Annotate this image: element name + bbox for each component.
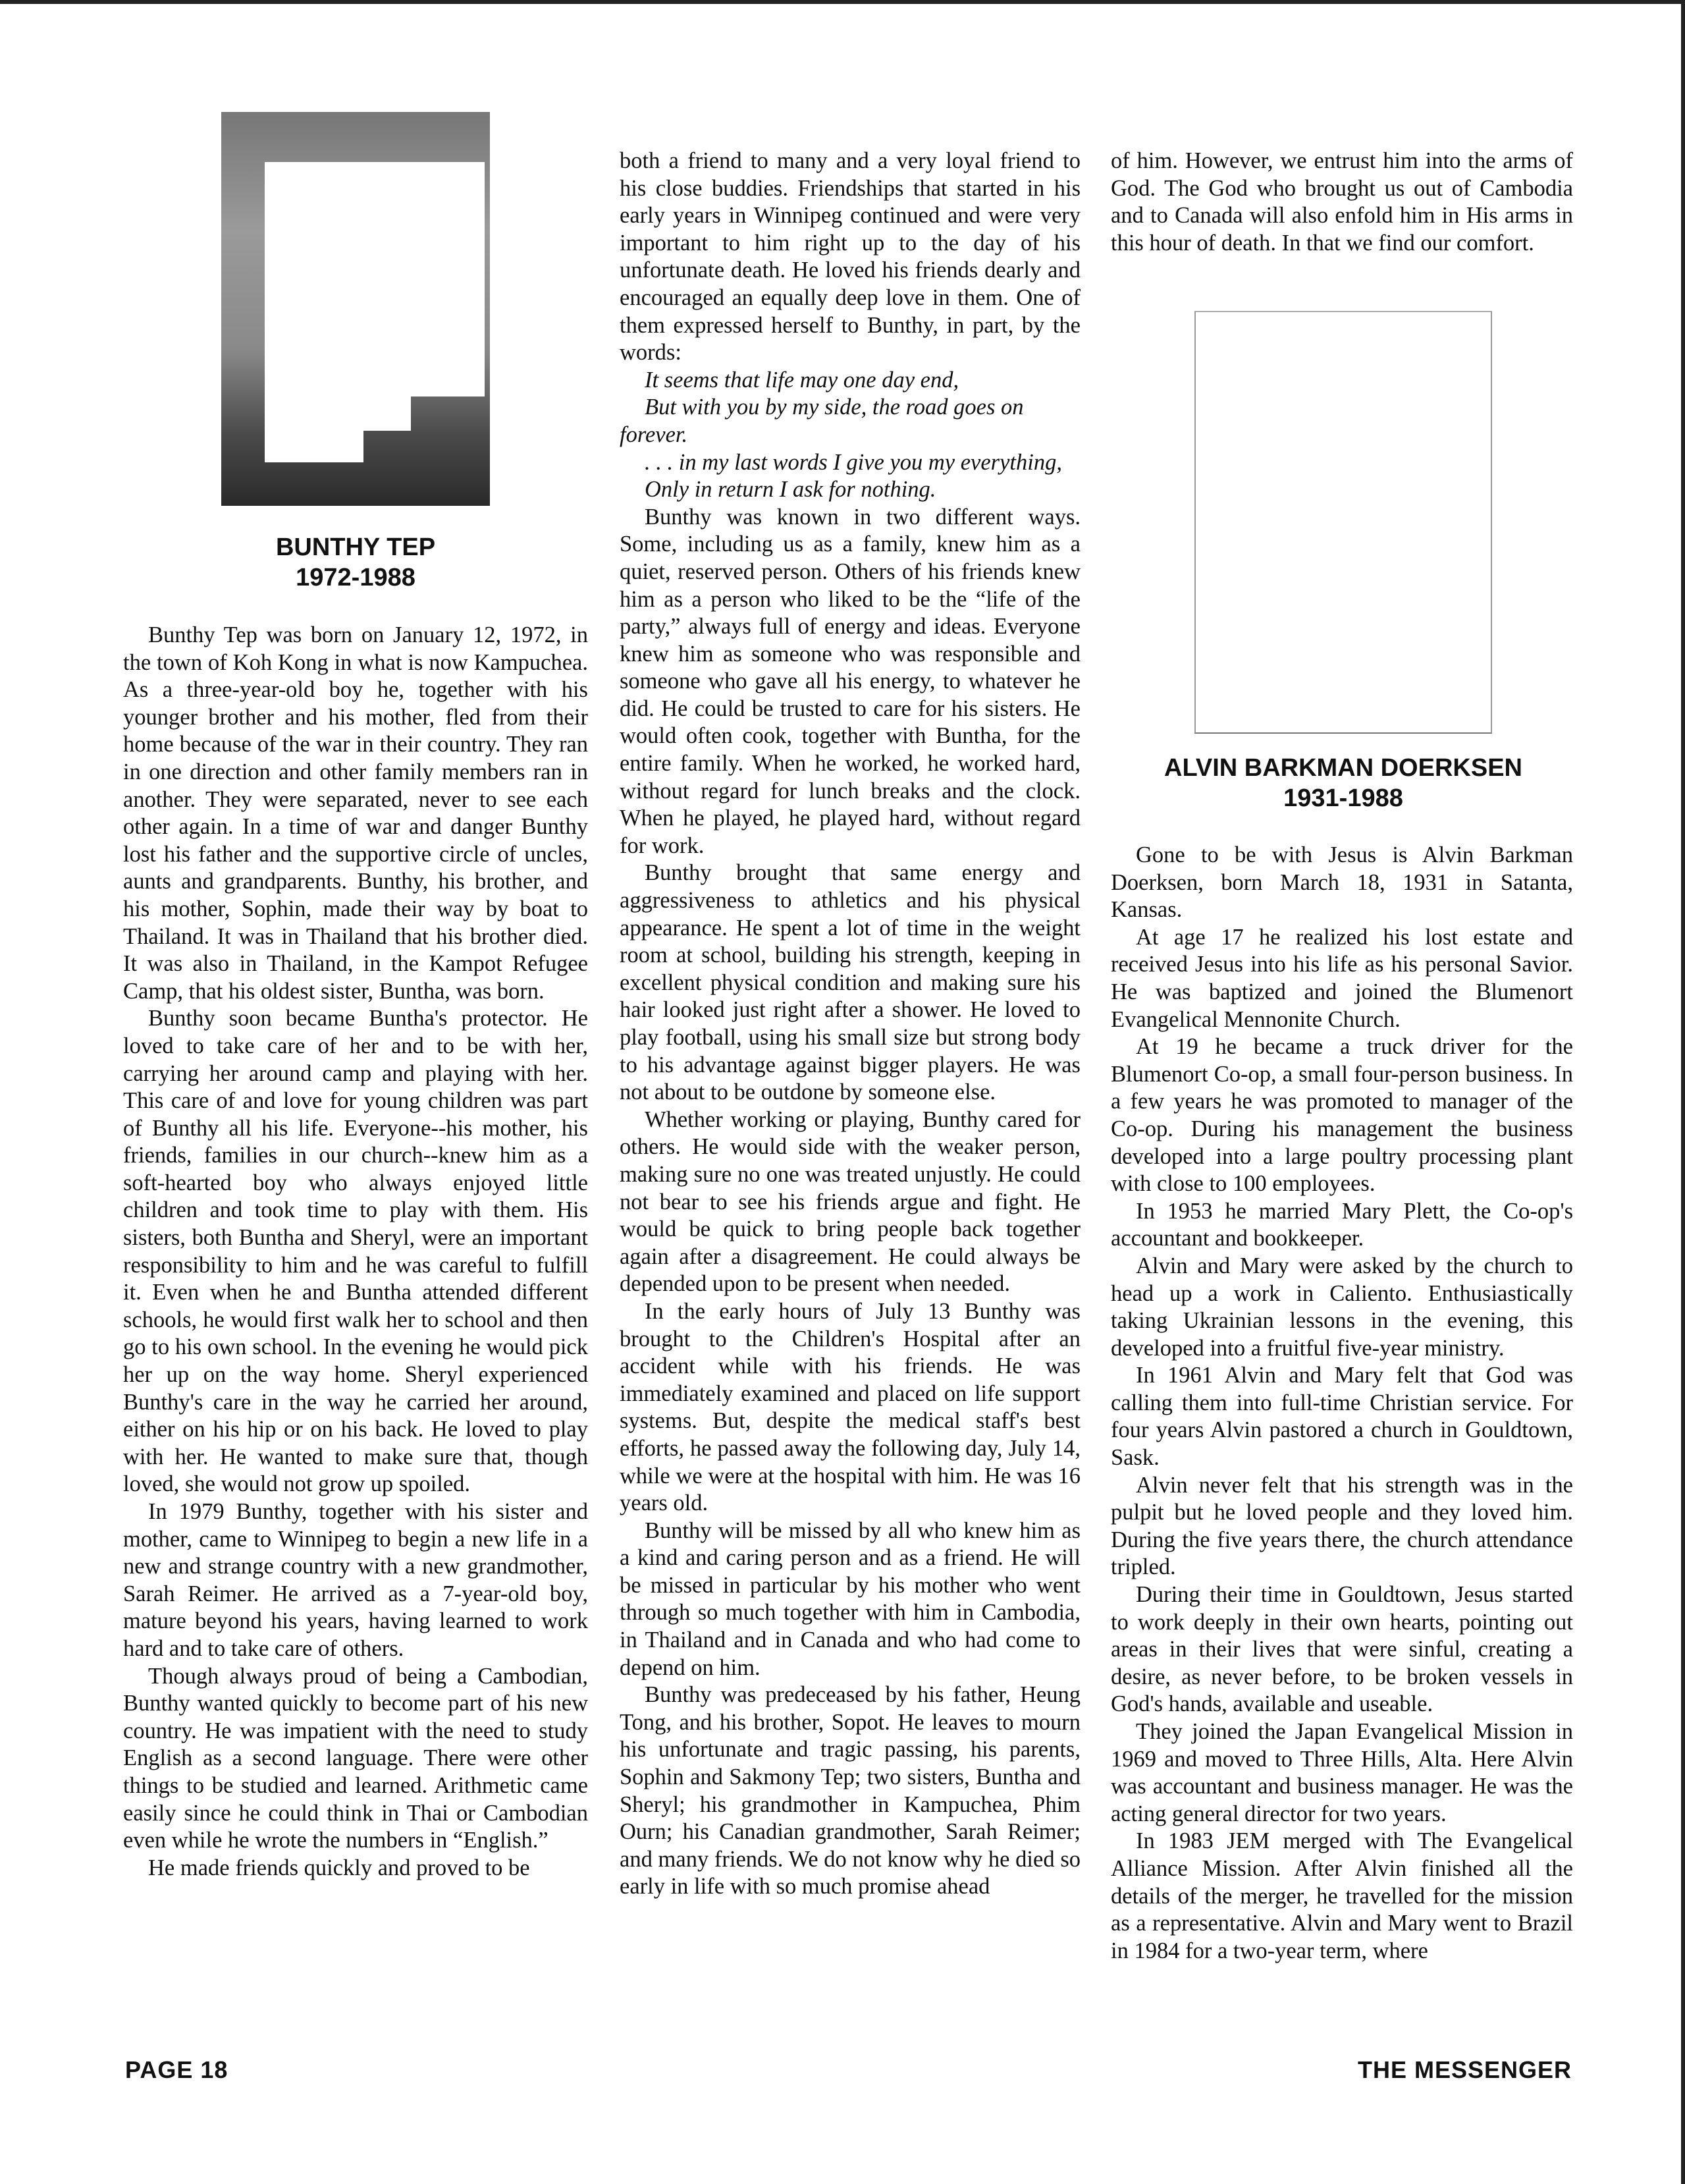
paragraph: In the early hours of July 13 Bunthy was brought to the Children's Hospital after an accident while with his friends. He was immediately examined and placed on life support systems. But, despite the medical staff's best efforts, he passed away the following day, July 14, while we were at the hospital with him. He was 16 years old. [620, 1298, 1081, 1516]
paragraph: He made friends quickly and proved to be [148, 1855, 530, 1880]
paragraph: Bunthy Tep was born on January 12, 1972, in the town of Koh Kong in what is now Kampuchea. As a three-year-old boy he, together with his younger brother and his mother, fled from their home because of the war in their country. They ran in one direction and other family members ran in another. They were separated, never to see each other again. In a time of war and danger Bunthy lost his father and the supportive circle of uncles, aunts and grandparents. Bunthy, his brother, and his mother, Sophin, made their way by boat to Thailand. It was in Thailand that his brother died. It was also in Thailand, in the Kampot Refugee Camp, that his oldest sister, Buntha, was born. [123, 622, 588, 1004]
paragraph: In 1953 he married Mary Plett, the Co-op's accountant and bookkeeper. [1111, 1198, 1573, 1251]
paragraph: Though always proud of being a Cambodian, Bunthy wanted quickly to become part of his new country. He was impatient with the need to study English as a second language. There were other things to be studied and learned. Arithmetic came easily since he could think in Thai or Cambodian even while he wrote the numbers in “English.” [123, 1663, 588, 1853]
paragraph: Alvin never felt that his strength was in the pulpit but he loved people and they loved him. During the five years there, the church attendance tripled. [1111, 1472, 1573, 1580]
paragraph: During their time in Gouldtown, Jesus started to work deeply in their own hearts, pointing out areas in their lives that were sinful, creating a desire, as never before, to be broken vessels in God's hands, available and useable. [1111, 1582, 1573, 1717]
portrait-photo-bunthy [221, 112, 490, 506]
poem-line: But with you by my side, the road goes on forever. [620, 395, 1024, 447]
obituary-heading-alvin [1113, 753, 1574, 813]
paragraph: Gone to be with Jesus is Alvin Barkman Doerksen, born March 18, 1931 in Satanta, Kansas. [1111, 842, 1573, 923]
column-3-bottom [1111, 842, 1573, 1965]
page-number: PAGE 18 [125, 2056, 228, 2083]
name-title: BUNTHY TEP [275, 533, 436, 561]
life-years: 1972-1988 [296, 564, 415, 591]
paragraph: At 19 he became a truck driver for the Blumenort Co-op, a small four-person business. In a few years he was promoted to manager of the Co-op. During his management the business developed into a large poultry processing plant with close to 100 employees. [1111, 1034, 1573, 1197]
paragraph: Bunthy brought that same energy and aggressiveness to athletics and his physical appearance. He spent a lot of time in the weight room at school, building his strength, keeping in excellent physical condition and making sure his hair looked just right after a shower. He loved to play football, using his small size but strong body to his advantage against bigger players. He was not about to be outdone by someone else. [620, 860, 1081, 1105]
photo-redaction [265, 162, 485, 396]
life-years: 1931-1988 [1283, 784, 1403, 812]
page-right-edge [1681, 0, 1685, 2184]
photo-redaction [265, 431, 363, 462]
poem-line: It seems that life may one day end, [645, 367, 959, 393]
publication-name: THE MESSENGER [1357, 2056, 1572, 2083]
column-1 [123, 622, 588, 1882]
paragraph: In 1961 Alvin and Mary felt that God was calling them into full-time Christian service. For four years Alvin pastored a church in Gouldtown, Sask. [1111, 1363, 1573, 1471]
column-2 [620, 148, 1081, 1901]
obituary-heading-bunthy [198, 532, 514, 593]
paragraph: of him. However, we entrust him into the arms of God. The God who brought us out of Cambodia and to Canada will also enfold him in His arms in this hour of death. In that we find our comfort. [1111, 148, 1573, 256]
page-top-edge [0, 0, 1685, 4]
paragraph: Whether working or playing, Bunthy cared for others. He would side with the weaker person, making sure no one was treated unjustly. He could not bear to see his friends argue and fight. He would be quick to bring people back together again after a disagreement. He could always be depended upon to be present when needed. [620, 1106, 1081, 1297]
paragraph: At age 17 he realized his lost estate and received Jesus into his life as his personal Savior. He was baptized and joined the Blumenort Evangelical Mennonite Church. [1111, 924, 1573, 1032]
poem-line: . . . in my last words I give you my everything, [645, 449, 1062, 475]
paragraph: Bunthy was known in two different ways. Some, including us as a family, knew him as a quiet, reserved person. Others of his friends knew him as a person who liked to be the “life of the party,” always full of energy and ideas. Everyone knew him as someone who was responsible and someone who gave all his energy, to whatever he did. He could be trusted to care for his sisters. He would often cook, together with Buntha, for the entire family. When he worked, he worked hard, without regard for lunch breaks and the clock. When he played, he played hard, without regard for work. [620, 504, 1081, 858]
paragraph: In 1979 Bunthy, together with his sister and mother, came to Winnipeg to begin a new life in a new and strange country with a new grandmother, Sarah Reimer. He arrived as a 7-year-old boy, mature beyond his years, having learned to work hard and to take care of others. [123, 1499, 588, 1661]
paragraph: They joined the Japan Evangelical Mission in 1969 and moved to Three Hills, Alta. Here Alvin was accountant and business manager. He was the acting general director for two years. [1111, 1719, 1573, 1826]
paragraph: In 1983 JEM merged with The Evangelical Alliance Mission. After Alvin finished all the details of the merger, he travelled for the mission as a representative. Alvin and Mary went to Brazil in 1984 for a two-year term, where [1111, 1828, 1573, 1963]
paragraph: Bunthy will be missed by all who knew him as a kind and caring person and as a friend. He will be missed in particular by his mother who went through so much together with him in Cambodia, in Thailand and in Canada and who had come to depend on him. [620, 1517, 1081, 1680]
paragraph: both a friend to many and a very loyal friend to his close buddies. Friendships that started in his early years in Winnipeg continued and were very important to him right up to the day of his unfortunate death. He loved his friends dearly and encouraged an equally deep love in them. One of them expressed herself to Bunthy, in part, by the words: [620, 148, 1081, 366]
column-3-top [1111, 148, 1573, 257]
poem-line: Only in return I ask for nothing. [645, 477, 936, 503]
photo-frame-alvin [1194, 311, 1492, 734]
paragraph: Bunthy soon became Buntha's protector. He loved to take care of her and to be with her, carrying her around camp and playing with her. This care of and love for young children was part of Bunthy all his life. Everyone--his mother, his friends, families in our church--knew him as a soft-hearted boy who always enjoyed little children and took time to play with them. His sisters, both Buntha and Sheryl, were an important responsibility to him and he was careful to fulfill it. Even when he and Buntha attended different schools, he would first walk her to school and then go to his own school. In the evening he would pick her up on the way home. Sheryl experienced Bunthy's care in the way he carried her around, either on his hip or on his back. He loved to play with her. He wanted to make sure that, though loved, she would not grow up spoiled. [123, 1006, 588, 1497]
photo-redaction [265, 396, 411, 431]
name-title: ALVIN BARKMAN DOERKSEN [1164, 754, 1522, 782]
paragraph: Alvin and Mary were asked by the church to head up a work in Caliento. Enthusiastically taking Ukrainian lessons in the evening, this developed into a fruitful five-year ministry. [1111, 1253, 1573, 1361]
paragraph: Bunthy was predeceased by his father, Heung Tong, and his brother, Sopot. He leaves to mourn his unfortunate and tragic passing, his parents, Sophin and Sakmony Tep; two sisters, Buntha and Sheryl; his grandmother in Kampuchea, Phim Ourn; his Canadian grandmother, Sarah Reimer; and many friends. We do not know why he died so early in life with so much promise ahead [620, 1682, 1081, 1899]
